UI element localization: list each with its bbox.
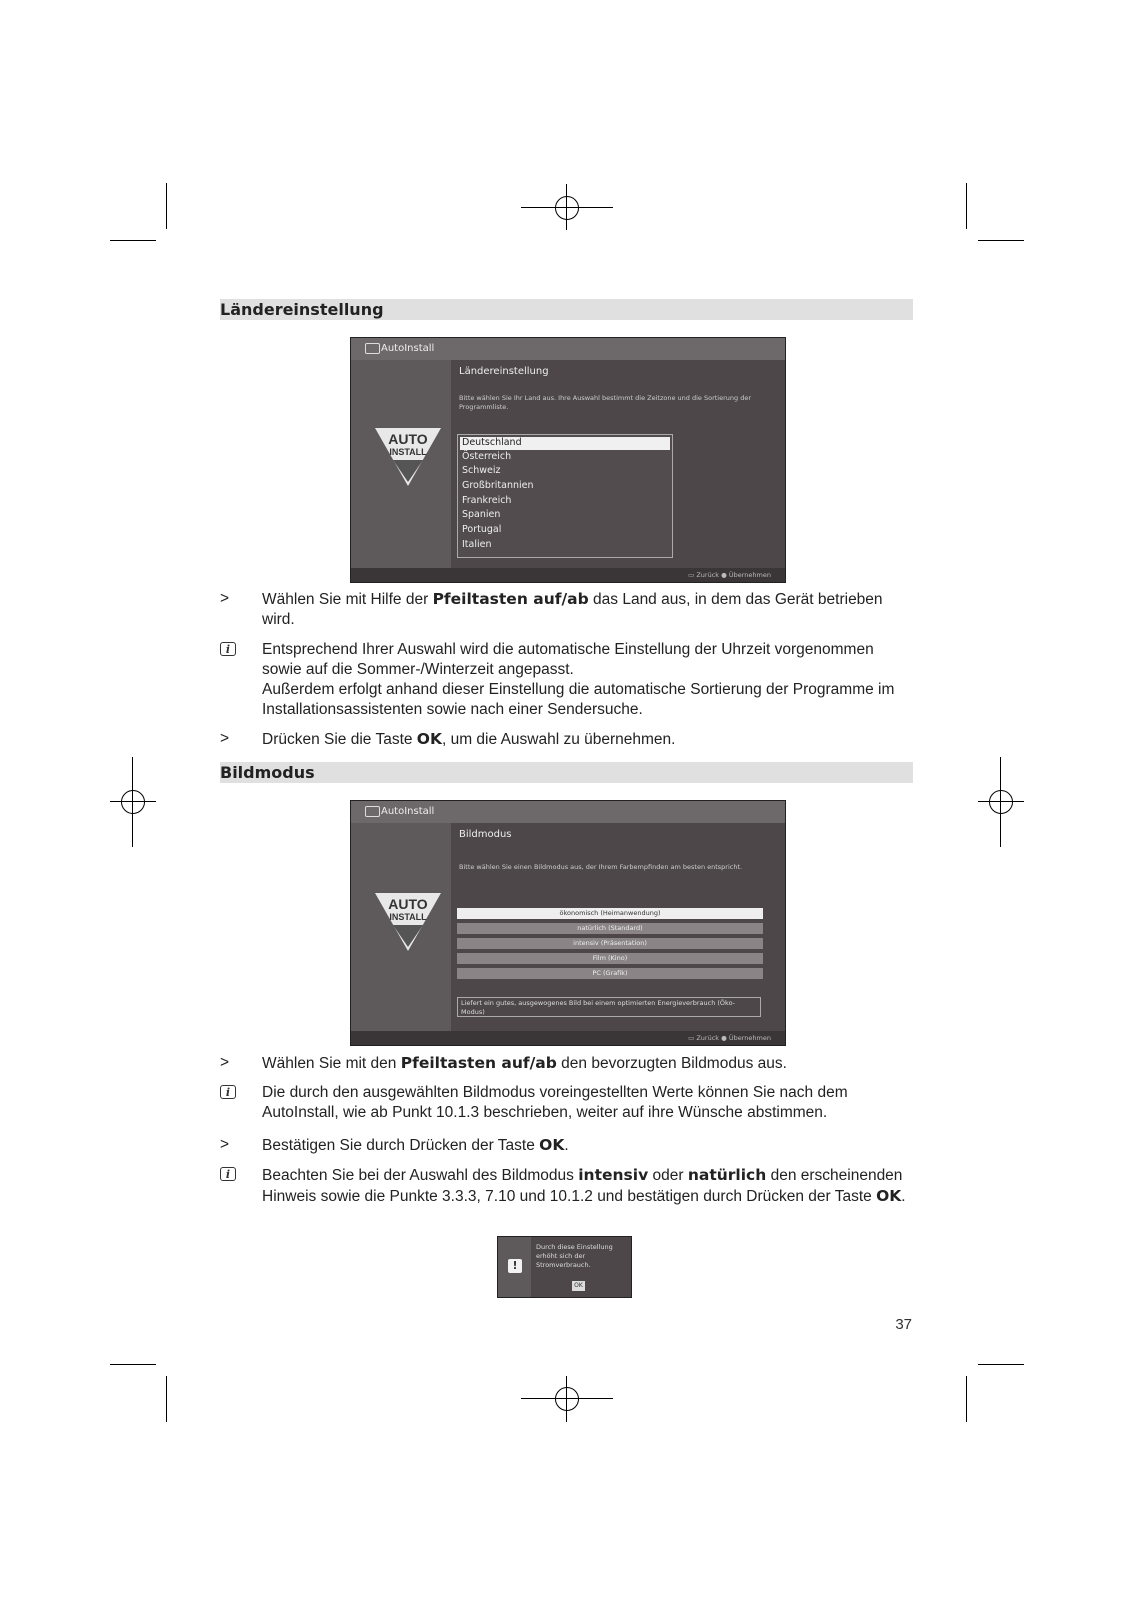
bold-span: Pfeiltasten auf/ab [400, 1054, 557, 1072]
registration-mark [121, 790, 145, 814]
list-item-country[interactable]: Schweiz [462, 465, 501, 477]
crop-mark [166, 1376, 167, 1422]
text-span: Drücken Sie die Taste [262, 731, 417, 748]
page-number: 37 [895, 1316, 912, 1333]
logo-text-auto: AUTO [388, 431, 428, 447]
crop-mark [110, 240, 156, 241]
picture-mode-option[interactable]: intensiv (Präsentation) [457, 938, 763, 949]
info-text [262, 1165, 912, 1207]
info-icon: i [220, 642, 236, 656]
dialog-message: Durch diese Einstellung erhöht sich der Stromverbrauch. [536, 1243, 613, 1269]
ok-key-icon: ● [721, 571, 729, 579]
power-warning-dialog [497, 1236, 632, 1298]
picture-mode-option[interactable]: natürlich (Standard) [457, 923, 763, 934]
window-titlebar [351, 338, 785, 360]
instruction-marker: > [220, 1136, 230, 1153]
picture-mode-option[interactable]: Film (Kino) [457, 953, 763, 964]
text-span: Beachten Sie bei der Auswahl des Bildmodus [262, 1167, 579, 1184]
info-text-line: Außerdem erfolgt anhand dieser Einstellung die automatische Sortierung der Programme im Installationsassistenten sowie nach einer Sendersuche. [262, 681, 895, 718]
instruction-text [262, 729, 912, 750]
back-label[interactable]: Zurück [696, 1034, 720, 1042]
registration-mark [989, 790, 1013, 814]
list-item-country[interactable]: Frankreich [462, 494, 512, 506]
screen-heading: Bildmodus [459, 829, 512, 840]
bold-span: Pfeiltasten auf/ab [432, 590, 589, 608]
picture-mode-option[interactable]: ökonomisch (Heimanwendung) [457, 908, 763, 919]
back-label[interactable]: Zurück [696, 571, 720, 579]
info-icon: i [220, 1085, 236, 1099]
accept-label[interactable]: Übernehmen [728, 571, 771, 579]
ok-key-icon: ● [721, 1034, 729, 1042]
bold-span: natürlich [687, 1166, 767, 1184]
info-text: Die durch den ausgewählten Bildmodus voreingestellten Werte können Sie nach dem AutoInstall, wie ab Punkt 10.1.3 beschrieben, weiter auf ihre Wünsche abstimmen. [262, 1084, 848, 1121]
autoinstall-country-screen [350, 337, 786, 583]
list-item-country[interactable]: Italien [462, 538, 492, 550]
crop-mark [978, 1364, 1024, 1365]
country-list[interactable] [457, 434, 673, 558]
crop-mark [978, 240, 1024, 241]
back-key-icon: ▭ [688, 571, 697, 579]
crop-mark [966, 183, 967, 229]
info-text-line: Entsprechend Ihrer Auswahl wird die automatische Einstellung der Uhrzeit vorgenommen sowie auf die Sommer-/Winterzeit angepasst. [262, 641, 874, 678]
window-title: AutoInstall [381, 343, 435, 354]
text-span: Wählen Sie mit den [262, 1055, 401, 1072]
back-key-icon: ▭ [688, 1034, 697, 1042]
instruction-text [262, 589, 912, 630]
window-title: AutoInstall [381, 806, 435, 817]
autoinstall-logo-icon [373, 891, 443, 953]
text-span: den bevorzugten Bildmodus aus. [556, 1055, 787, 1072]
bold-span: intensiv [578, 1166, 649, 1184]
tv-icon [365, 806, 380, 817]
crop-mark [110, 1364, 156, 1365]
section-title-bildmodus: Bildmodus [220, 762, 913, 783]
list-item-country[interactable]: Österreich [462, 450, 512, 462]
text-span: . [901, 1188, 906, 1205]
list-item-country[interactable]: Großbritannien [462, 480, 534, 492]
tv-icon [365, 343, 380, 354]
text-span: . [564, 1137, 569, 1154]
text-span: Wählen Sie mit Hilfe der [262, 591, 433, 608]
autoinstall-picture-mode-screen [350, 800, 786, 1046]
bold-span: OK [539, 1136, 565, 1154]
instruction-marker: > [220, 1054, 230, 1071]
instruction-text [262, 1053, 912, 1074]
registration-mark [555, 1387, 579, 1411]
screen-heading: Ländereinstellung [459, 366, 549, 377]
crop-mark [166, 183, 167, 229]
bold-span: OK [876, 1187, 902, 1205]
info-icon: i [220, 1167, 236, 1181]
logo-text-auto: AUTO [388, 896, 428, 912]
text-span: Bestätigen Sie durch Drücken der Taste [262, 1137, 540, 1154]
warning-icon: ! [508, 1259, 522, 1273]
crop-mark [966, 1376, 967, 1422]
instruction-marker: > [220, 590, 230, 607]
instruction-marker: > [220, 730, 230, 747]
list-item-country[interactable]: Spanien [462, 509, 501, 521]
logo-text-install: INSTALL [389, 912, 427, 922]
list-item-country[interactable]: Portugal [462, 524, 502, 536]
logo-text-install: INSTALL [389, 447, 427, 457]
text-span: den erscheinenden Hinweis sowie die Punkte 3.3.3, 7.10 und 10.1.2 und bestätigen durch Drücken der Taste [262, 1167, 903, 1205]
status-bar [351, 568, 785, 582]
instruction-text [262, 1135, 912, 1156]
text-span: oder [648, 1167, 688, 1184]
status-bar [351, 1031, 785, 1045]
section-title-laendereinstellung: Ländereinstellung [220, 299, 913, 320]
mode-hint-box: Liefert ein gutes, ausgewogenes Bild bei einem optimierten Energieverbrauch (Öko-Modus) [457, 997, 761, 1017]
screen-description: Bitte wählen Sie Ihr Land aus. Ihre Auswahl bestimmt die Zeitzone und die Sortierung der Programmliste. [459, 394, 752, 411]
autoinstall-logo-icon [373, 426, 443, 488]
list-item-country[interactable]: Deutschland [460, 437, 670, 450]
window-titlebar [351, 801, 785, 823]
registration-mark [555, 196, 579, 220]
screen-description: Bitte wählen Sie einen Bildmodus aus, der Ihrem Farbempfinden am besten entspricht. [459, 863, 743, 871]
text-span: , um die Auswahl zu übernehmen. [441, 731, 676, 748]
accept-label[interactable]: Übernehmen [728, 1034, 771, 1042]
info-text [262, 640, 912, 720]
text-span: das Land aus, in dem das Gerät betrieben wird. [262, 591, 883, 628]
dialog-ok-button[interactable]: OK [572, 1281, 585, 1291]
picture-mode-option[interactable]: PC (Grafik) [457, 968, 763, 979]
bold-span: OK [416, 730, 442, 748]
